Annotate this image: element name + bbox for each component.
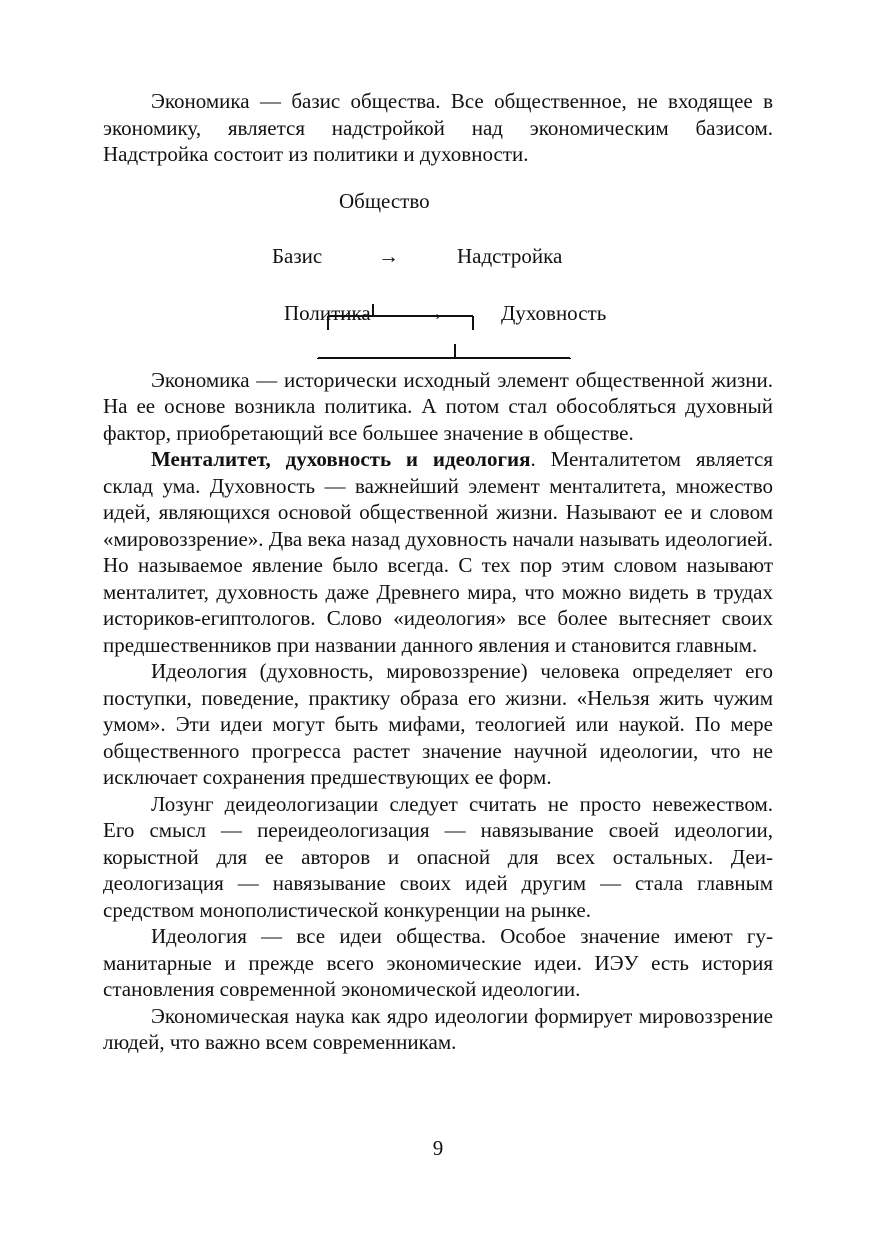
page-body	[103, 88, 773, 1056]
node-superstructure: Надстройка	[457, 243, 563, 268]
arrow-right-icon: →	[423, 300, 444, 325]
node-politics: Политика	[284, 300, 371, 325]
paragraph-6: Идеология — все идеи общества. Особое значение имеют гуманитарные и прежде всего экономические идеи. ИЭУ есть история становления современной экономической идеологии.	[103, 924, 773, 1001]
paragraph-4: Идеология (духовность, мировоззрение) человека определяет его поступки, поведение, практику образа его жизни. «Нельзя жить чужим умом». Эти идеи могут быть мифами, теологией или наукой. По мере общественного прогресса растет значение научной идеологии, что не исключает сохранения предшествующих ее форм.	[103, 659, 773, 789]
society-diagram	[103, 174, 773, 359]
node-base: Базис	[272, 243, 323, 268]
node-society: Общество	[339, 188, 430, 213]
page-number: 9	[432, 1136, 444, 1160]
paragraph-2: Экономика — исторически исходный элемент общественной жизни. На ее основе возникла политика. А потом стал обособляться духовный фактор, приобретающий все большее значение в обществе.	[103, 367, 773, 445]
paragraph-5: Лозунг деидеологизации следует считать не просто невежеством. Его смысл — переидеологизация — навязывание своей идеологии, корыстной для ее авторов и опасной для всех остальных. Деидеологизация — навязывание своих идей другим — стала главным средством монополистической конкуренции на рынке.	[103, 791, 773, 922]
paragraph-3-text: . Менталитетом является склад ума. Духовность — важнейший элемент менталитета, множество идей, являющихся основой общественной жизни. Называют ее и словом «мировоззрение». Два века назад духовность начали называть идеологией. Но называемое явление было всегда. С тех пор этим словом называют менталитет, духовность даже Древнего мира, что можно видеть в трудах историков-египтологов. Слово «идеология» все более вытесняет своих предшественников при названии данного явления и становится главным.	[103, 447, 773, 657]
arrow-right-icon: →	[378, 243, 399, 268]
node-spirituality: Духовность	[501, 300, 607, 325]
paragraph-3	[103, 446, 773, 658]
paragraph-1: Экономика — базис общества. Все общественное, не входящее в экономику, является надстройкой над экономическим базисом. Надстройка состоит из политики и духовности.	[103, 89, 773, 166]
paragraph-7: Экономическая наука как ядро идеологии формирует мировоззрение людей, что важно всем современникам.	[103, 1003, 773, 1054]
diagram-connectors-lower	[103, 174, 773, 359]
section-heading: Менталитет, духовность и идеология	[151, 447, 531, 471]
